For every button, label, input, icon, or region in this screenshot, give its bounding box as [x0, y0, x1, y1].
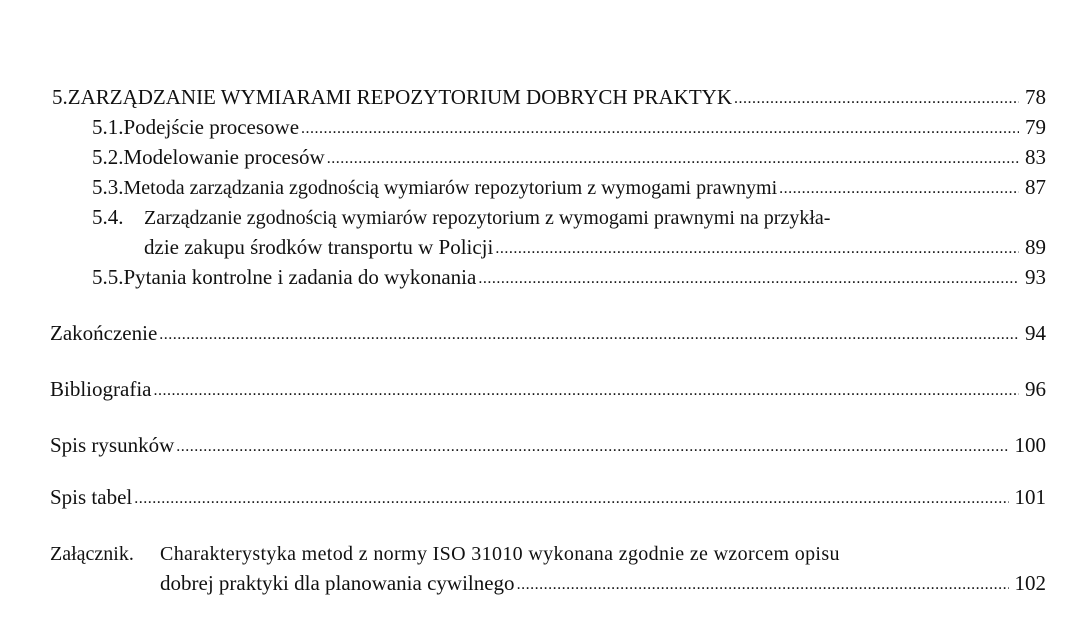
toc-page-number: 94 [1025, 321, 1046, 345]
toc-dot-leader [301, 113, 1019, 142]
toc-section-5-4-line2[interactable] [144, 234, 1046, 263]
toc-bibliography[interactable] [50, 376, 1046, 405]
toc-dot-leader [495, 233, 1019, 262]
toc-backmatter-title: Bibliografia [50, 377, 152, 401]
toc-dot-leader [159, 319, 1019, 348]
toc-section-5-4-line1[interactable] [92, 204, 830, 231]
toc-page-number: 79 [1025, 115, 1046, 139]
toc-section-number: 5.1. [92, 115, 124, 139]
toc-section-5-1[interactable] [92, 114, 1046, 143]
toc-dot-leader [327, 143, 1019, 172]
toc-appendix-label: Załącznik. [50, 543, 134, 565]
toc-dot-leader [517, 569, 1009, 598]
toc-backmatter-title: Zakończenie [50, 321, 158, 345]
toc-section-title-line2: dzie zakupu środków transportu w Policji [144, 235, 494, 259]
toc-backmatter-title: Spis rysunków [50, 433, 175, 457]
toc-dot-leader [734, 83, 1019, 112]
toc-section-5-2[interactable] [92, 144, 1046, 173]
toc-section-number: 5.5. [92, 265, 124, 289]
toc-page-number: 102 [1014, 571, 1046, 595]
toc-page-number: 93 [1025, 265, 1046, 289]
toc-dot-leader [153, 375, 1019, 404]
toc-page-number: 83 [1025, 145, 1046, 169]
toc-backmatter-title: Spis tabel [50, 485, 133, 509]
toc-section-title: Modelowanie procesów [123, 145, 325, 169]
toc-chapter-number: 5. [52, 85, 68, 109]
toc-conclusion[interactable] [50, 320, 1046, 349]
toc-page-number: 89 [1025, 235, 1046, 259]
toc-dot-leader [478, 263, 1019, 292]
toc-section-number: 5.2. [92, 145, 124, 169]
toc-appendix-line2[interactable] [160, 570, 1046, 599]
toc-section-5-5[interactable] [92, 264, 1046, 293]
toc-page-number: 96 [1025, 377, 1046, 401]
toc-dot-leader [176, 431, 1008, 460]
toc-chapter-title: ZARZĄDZANIE WYMIARAMI REPOZYTORIUM DOBRYCH PRAKTYK [67, 85, 732, 109]
toc-dot-leader [779, 173, 1019, 202]
toc-chapter-5[interactable] [52, 84, 1046, 113]
toc-section-title-line1: Zarządzanie zgodnością wymiarów repozytorium z wymogami prawnymi na przykła- [144, 207, 831, 229]
toc-page-number: 101 [1014, 485, 1046, 509]
toc-appendix-title-line2: dobrej praktyki dla planowania cywilnego [160, 571, 515, 595]
toc-dot-leader [134, 483, 1008, 512]
toc-section-title: Podejście procesowe [123, 115, 300, 139]
toc-list-of-figures[interactable] [50, 432, 1046, 461]
toc-section-number: 5.3. [92, 175, 124, 199]
toc-section-title: Metoda zarządzania zgodnością wymiarów repozytorium z wymogami prawnymi [123, 177, 778, 199]
toc-section-number: 5.4. [92, 205, 124, 229]
toc-list-of-tables[interactable] [50, 484, 1046, 513]
toc-section-title: Pytania kontrolne i zadania do wykonania [123, 265, 477, 289]
toc-appendix-line1[interactable] [50, 540, 840, 567]
toc-section-5-3[interactable] [92, 174, 1046, 203]
toc-page-number: 87 [1025, 175, 1046, 199]
toc-page-number: 100 [1014, 433, 1046, 457]
toc-appendix-title-line1: Charakterystyka metod z normy ISO 31010 wykonana zgodnie ze wzorcem opisu [160, 543, 840, 565]
toc-page-number: 78 [1025, 85, 1046, 109]
